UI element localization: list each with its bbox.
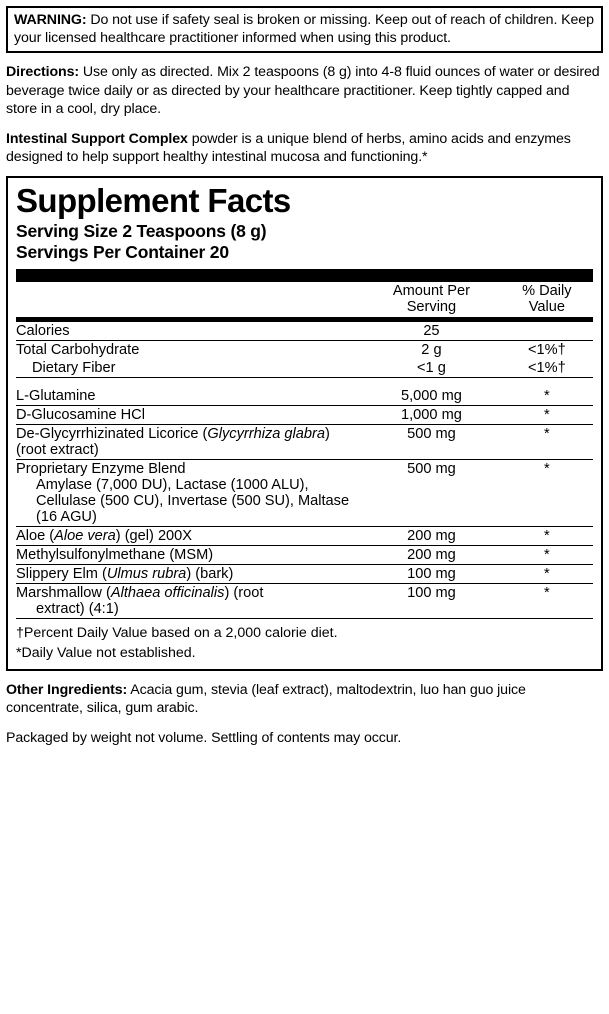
directions-label: Directions:	[6, 64, 80, 81]
nutrient-amount: 200 mg	[362, 527, 500, 546]
nutrient-dv: *	[501, 527, 593, 546]
description-paragraph	[6, 130, 603, 167]
warning-body: Do not use if safety seal is broken or missing. Keep out of reach of children. Keep your licensed healthcare practitioner informed when using this product.	[14, 12, 594, 47]
nutrient-dv: *	[501, 584, 593, 619]
table-row	[16, 565, 593, 584]
nutrient-amount: 100 mg	[362, 584, 500, 619]
warning-label: WARNING:	[14, 12, 87, 28]
header-dv-line2: Value	[528, 299, 565, 316]
nutrient-amount: 500 mg	[362, 460, 500, 527]
description-body: powder is a unique blend of herbs, amino acids and enzymes designed to help support healthy intestinal mucosa and functioning.*	[6, 130, 571, 166]
warning-text	[14, 11, 595, 47]
supplement-facts-footnotes	[16, 624, 593, 662]
other-ingredients-paragraph	[6, 681, 603, 718]
nutrient-name-main: Proprietary Enzyme Blend	[16, 461, 186, 478]
footnote-daily-value-basis: †Percent Daily Value based on a 2,000 calorie diet.	[16, 625, 338, 642]
nutrient-dv: *	[501, 460, 593, 527]
servings-per-container: Servings Per Container 20	[16, 241, 229, 262]
nutrient-name: Marshmallow (Althaea officinalis) (root extract) (4:1)	[16, 584, 362, 619]
thick-divider	[16, 269, 593, 282]
nutrient-amount: 100 mg	[362, 565, 500, 584]
nutrient-dv: *	[501, 565, 593, 584]
supplement-facts-table	[16, 282, 593, 318]
nutrient-dv: *	[501, 546, 593, 565]
nutrient-name: Methylsulfonylmethane (MSM)	[16, 546, 362, 565]
table-row	[16, 546, 593, 565]
nutrient-amount: 500 mg	[362, 425, 500, 460]
nutrient-dv: *	[501, 406, 593, 425]
nutrient-sub-detail: Amylase (7,000 DU), Lactase (1000 ALU), Cellulase (500 CU), Invertase (500 SU), Maltase (16 AGU)	[36, 477, 350, 526]
table-row	[16, 527, 593, 546]
nutrient-amount: 5,000 mg	[362, 387, 500, 406]
nutrient-name	[16, 460, 362, 527]
nutrient-name: Dietary Fiber	[16, 359, 362, 378]
nutrient-name: De-Glycyrrhizinated Licorice (Glycyrrhiza glabra) (root extract)	[16, 425, 362, 460]
nutrient-amount: 1,000 mg	[362, 406, 500, 425]
other-ingredients-label: Other Ingredients:	[6, 682, 128, 698]
header-amount	[362, 282, 500, 318]
nutrient-name: Total Carbohydrate	[16, 342, 140, 359]
table-row	[16, 425, 593, 460]
nutrient-name: Calories	[16, 322, 362, 341]
description-label: Intestinal Support Complex	[6, 130, 188, 147]
supplement-facts-panel	[6, 176, 603, 671]
nutrient-dv: *	[501, 425, 593, 460]
directions-paragraph	[6, 63, 603, 118]
supplement-facts-title: Supplement Facts	[16, 181, 291, 219]
nutrient-dv: <1%†	[501, 359, 593, 378]
nutrient-amount: 2 g	[421, 342, 442, 359]
table-row	[16, 322, 593, 341]
nutrient-name: Slippery Elm (Ulmus rubra) (bark)	[16, 565, 362, 584]
header-dv-line1: % Daily	[522, 282, 572, 299]
nutrient-dv: *	[501, 387, 593, 406]
nutrient-rows-table	[16, 322, 593, 619]
nutrient-dv: <1%†	[527, 342, 566, 359]
spacer-row	[16, 378, 593, 388]
other-ingredients-body: Acacia gum, stevia (leaf extract), maltodextrin, luo han guo juice concentrate, silica, gum arabic.	[6, 682, 526, 717]
table-header-row	[16, 282, 593, 318]
footnote-dv-not-established: *Daily Value not established.	[16, 644, 196, 661]
nutrient-name: L-Glutamine	[16, 387, 362, 406]
header-nutrient	[16, 282, 362, 318]
nutrient-amount: <1 g	[362, 359, 500, 378]
table-row	[16, 584, 593, 619]
table-row	[16, 406, 593, 425]
header-daily-value	[501, 282, 593, 318]
nutrient-dv	[501, 322, 593, 341]
table-row	[16, 359, 593, 378]
table-row	[16, 387, 593, 406]
nutrient-name: D-Glucosamine HCl	[16, 406, 362, 425]
header-amount-line2: Serving	[406, 299, 457, 316]
nutrient-amount: 25	[362, 322, 500, 341]
warning-box	[6, 6, 603, 53]
table-row	[16, 341, 593, 360]
directions-body: Use only as directed. Mix 2 teaspoons (8 g) into 4-8 fluid ounces of water or desired beverage twice daily or as directed by your healthcare practitioner. Keep tightly capped and store in a cool, dry place.	[6, 64, 600, 118]
serving-size: Serving Size 2 Teaspoons (8 g)	[16, 221, 267, 242]
table-row	[16, 460, 593, 527]
header-amount-line1: Amount Per	[392, 282, 470, 299]
nutrient-amount: 200 mg	[362, 546, 500, 565]
nutrient-name: Aloe (Aloe vera) (gel) 200X	[16, 527, 362, 546]
packaging-note: Packaged by weight not volume. Settling of contents may occur.	[6, 729, 402, 746]
